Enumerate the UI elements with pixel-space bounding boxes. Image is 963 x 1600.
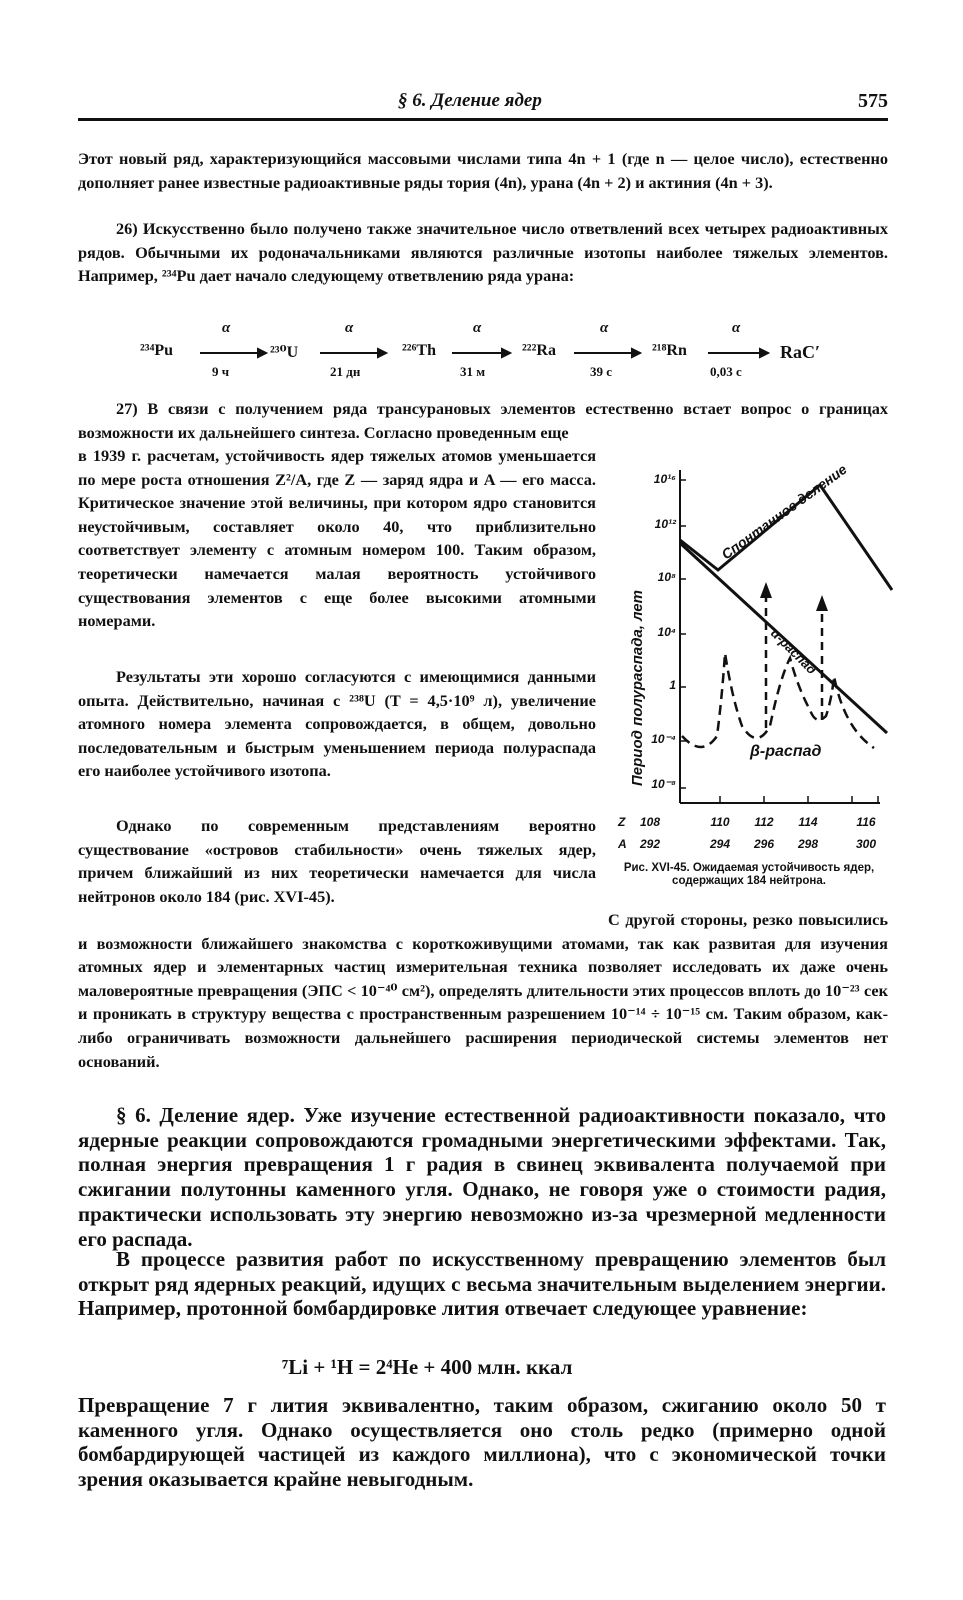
alpha-label: α-распад [767, 625, 820, 678]
fission-label: Спонтанное деление [718, 460, 850, 563]
a-value: 296 [753, 837, 775, 851]
paragraph-islands: Однако по современным представлениям вероятно существование «островов стабильности» очень тяжелых ядер, причем ближайший из них теоретически намечается для числа нейтронов около 184 (рис. XVI-45). [78, 816, 596, 906]
half-life: 39 с [590, 364, 613, 379]
z-row-label: Z [618, 815, 626, 829]
nuclide: ²¹⁸Rn [652, 342, 687, 359]
decay-type: α [345, 320, 354, 336]
section-6-conclusion: Превращение 7 г лития эквивалентно, таким образом, сжиганию около 50 т каменного угля. Однако осуществляется оно столь редко (примерно одной бомбардирующей частицей из каждого миллиона), что с экономической точки зрения оказывается крайне невыгодным. [78, 1393, 886, 1492]
page-header [78, 90, 888, 120]
half-life: 31 м [460, 364, 486, 379]
decay-type: α [600, 320, 609, 336]
a-value: 292 [639, 837, 661, 851]
arrow-head [760, 582, 772, 598]
y-tick-label: 10⁸ [657, 570, 676, 584]
z-value: 114 [798, 815, 818, 829]
paragraph-26: 26) Искусственно было получено также значительное число ответвлений всех четырех радиоактивных рядов. Обычными их родоначальниками являются различные изотопы наиболее тяжелых элементов. Например, ²³⁴Pu дает начало следующему ответвлению ряда урана: [78, 219, 888, 286]
a-value: 300 [855, 837, 877, 851]
running-title: § 6. Деление ядер [398, 90, 542, 111]
y-tick-label: 10⁻⁴ [651, 732, 676, 746]
y-tick-label: 10⁻⁸ [651, 777, 676, 791]
y-tick-label: 10¹⁶ [653, 472, 676, 486]
paragraph-27-cont: в 1939 г. расчетам, устойчивость ядер тяжелых атомов уменьшается по мере роста отношения Z²/A, где Z — заряд ядра и A — его масса. Критическое значение этой величины, при котором ядро становится неустойчивым, составляет около 40, что приблизительно соответствует элементу с атомным номером 100. Таким образом, теоретически намечается малая вероятность устойчивого существования элементов с еще более высокими атомными номерами. [78, 446, 596, 631]
page-number: 575 [858, 90, 888, 112]
y-tick-label: 10¹² [654, 517, 676, 531]
paragraph-27: 27) В связи с получением ряда трансурановых элементов естественно встает вопрос о границах возможности их дальнейшего синтеза. Согласно проведенным еще [78, 399, 888, 442]
decay-type: α [222, 320, 231, 336]
section-6-intro: § 6. Деление ядер. Уже изучение естественной радиоактивности показало, что ядерные реакции сопровождаются громадными энергетическими эффектами. Так, полная энергия превращения 1 г радия в свинец эквивалента получаемой при сжигании полутонны каменного угля. Однако, не говоря уже о стоимости радия, практически использовать эту энергию невозможно из-за чрезмерной медленности его распада. [78, 1103, 886, 1251]
paragraph-series: Этот новый ряд, характеризующийся массовыми числами типа 4n + 1 (где n — целое число), естественно дополняет ранее известные радиоактивные ряды тория (4n), урана (4n + 2) и актиния (4n + 3). [78, 149, 888, 192]
nuclide: ²²⁶Th [402, 342, 436, 359]
nuclide: RaC′ [780, 342, 821, 362]
y-tick-label: 10⁴ [657, 625, 676, 639]
nuclide: ²³⁰U [270, 344, 299, 361]
beta-label: β-распад [750, 743, 822, 760]
z-value: 112 [754, 815, 774, 829]
y-axis-label: Период полураспада, лет [629, 590, 646, 786]
z-value: 116 [856, 815, 876, 829]
nuclide: ²²²Ra [522, 342, 556, 359]
half-life: 0,03 с [710, 364, 742, 379]
decay-chain [140, 320, 860, 390]
header-rule [78, 118, 888, 121]
half-life: 21 дн [330, 364, 361, 379]
section-6-reactions: В процессе развития работ по искусственному превращению элементов был открыт ряд ядерных реакций, идущих с весьма значительным выделением энергии. Например, протонной бомбардировке лития отвечает следующее уравнение: [78, 1247, 886, 1321]
figure-stability-chart [612, 458, 902, 862]
lithium-equation: ⁷Li + ¹H = 2⁴He + 400 млн. ккал [282, 1355, 573, 1379]
z-value: 108 [639, 815, 661, 829]
arrow-head [816, 595, 828, 611]
y-tick-label: 1 [669, 678, 676, 692]
decay-arrows [140, 320, 860, 390]
paragraph-results: Результаты эти хорошо согласуются с имеющимися данными опыта. Действительно, начиная с ²³⁸U (T = 4,5·10⁹ л), увеличение атомного номера элемента сопровождается, в общем, довольно последовательным и быстрым уменьшением периода полураспада его наиболее устойчивого изотопа. [78, 667, 596, 781]
decay-type: α [732, 320, 741, 336]
paragraph-possibilities: С другой стороны, резко повысились и возможности ближайшего знакомства с короткоживущими атомами, так как развитая для изучения атомных ядер и элементарных частиц измерительная техника позволяет исследовать их даже очень маловероятные превращения (ЭПС < 10⁻⁴⁰ см²), определять длительности этих процессов вплоть до 10⁻²³ сек и проникать в структуру вещества с пространственным разрешением 10⁻¹⁴ ÷ 10⁻¹⁵ см. Таким образом, как-либо ограничивать возможности дальнейшего расширения периодической системы элементов нет оснований. [78, 910, 888, 1071]
a-value: 294 [709, 837, 731, 851]
half-life: 9 ч [212, 364, 230, 379]
nuclide: ²³⁴Pu [140, 342, 174, 359]
decay-type: α [473, 320, 482, 336]
a-row-label: A [618, 837, 627, 851]
z-value: 110 [710, 815, 730, 829]
a-value: 298 [797, 837, 819, 851]
figure-caption: Рис. XVI-45. Ожидаемая устойчивость ядер, содержащих 184 нейтрона. [623, 862, 875, 887]
beta-decay-curve [682, 653, 874, 748]
